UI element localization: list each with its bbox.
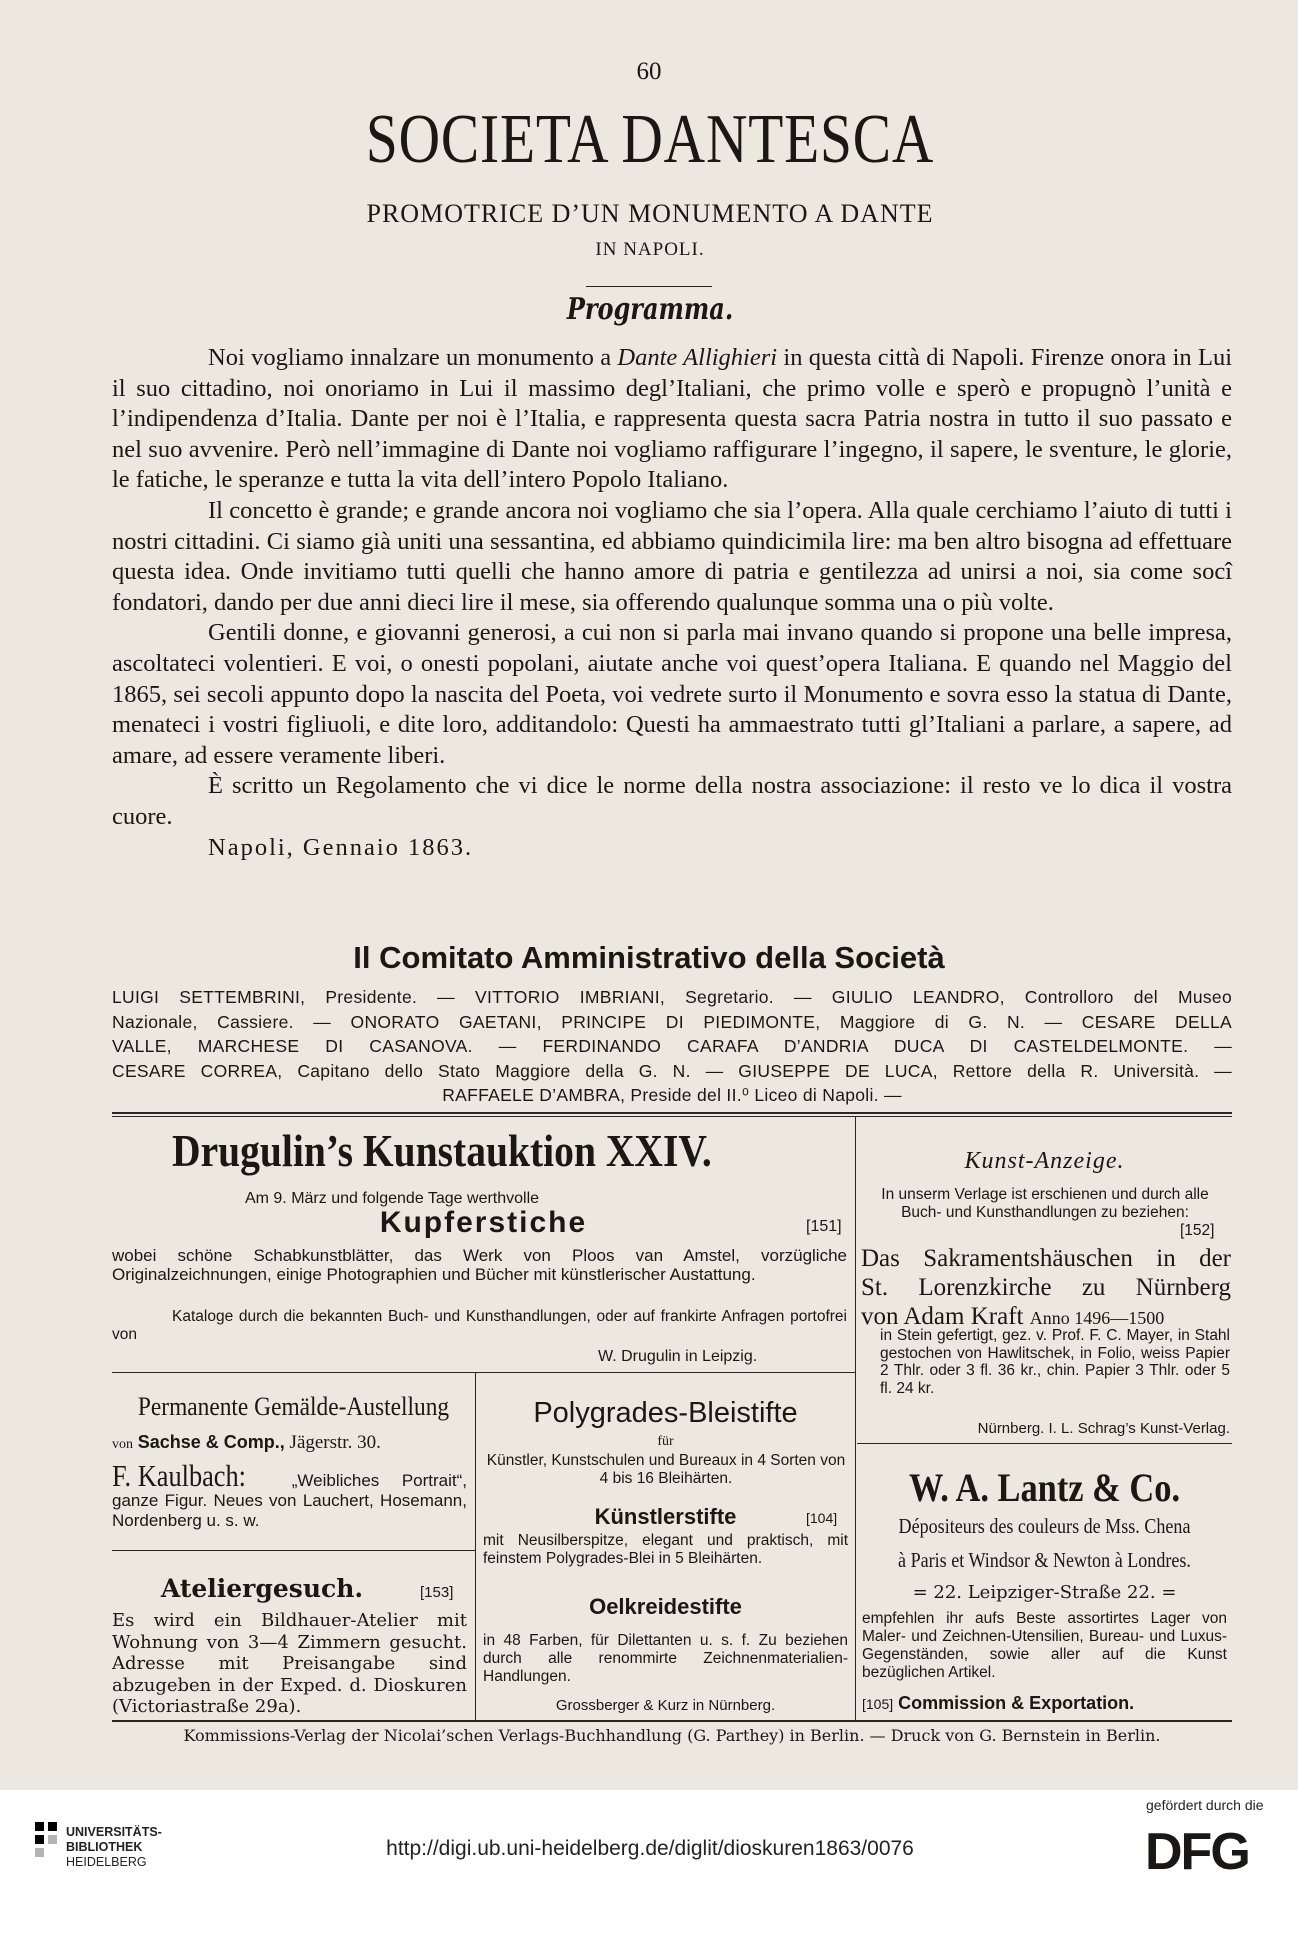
page-title: SOCIETA DANTESCA (365, 101, 935, 178)
atelier-body: Es wird ein Bildhauer-Atelier mit Wohnung von 3—4 Zimmern gesucht. Adresse mit Preisangabe sind abzugeben in der Exped. d. Dioskuren (Victoriastraße 29a). (112, 1610, 467, 1717)
committee-heading: Il Comitato Amministrativo della Società (353, 940, 945, 975)
subtitle: PROMOTRICE D’UN MONUMENTO A DANTE (366, 199, 934, 228)
library-logo (35, 1822, 59, 1865)
kunst-ref: [152] (1180, 1222, 1215, 1239)
drugulin-body: wobei schöne Schabkunstblätter, das Werk von Ploos van Amstel, vorzügliche Originalzeichnungen, einige Photographien und Bücher mit künstlerischer Austattung. (112, 1246, 847, 1284)
bleistifte-sign: Grossberger & Kurz in Nürnberg. (555, 1697, 776, 1714)
kunst-heading: Kunst-Anzeige. (964, 1148, 1125, 1174)
paragraph-3: Gentili donne, e giovanni generosi, a cui non si parla mai invano quando si propone una belle impresa, ascoltateci volentieri. E voi, o onesti popolani, aiutate anche voi quest’opera Italiana. E quando nel Maggio del 1865, sei secoli appunto dopo la nascita del Poeta, voi vedrete surto il Monumento e sovra esso la statua di Dante, menateci i vostri figliuoli, e dite loro, additandolo: Questi ha ammaestrato tutti gl’Italiani a parlare, a sapere, ad amare, ad essere veramente liberi. (112, 619, 1232, 769)
drugulin-heading: Kupferstiche (379, 1206, 588, 1239)
kunst-body: in Stein gefertigt, gez. v. Prof. F. C. Mayer, in Stahl gestochen von Hawlitschek, in Folio, weiss Papier 2 Thlr. oder 3 fl. 36 kr., chin. Papier 3 Thlr. oder 5 fl. 24 kr. (880, 1327, 1230, 1397)
bleistifte-heading: Polygrades-Bleistifte (533, 1397, 798, 1429)
lantz-address: = 22. Leipziger-Straße 22. = (912, 1582, 1177, 1603)
drugulin-divider (112, 1372, 855, 1373)
dfg-logo: DFG (1145, 1823, 1249, 1881)
lantz-line1: Dépositeurs des couleurs de Mss. Chena (898, 1514, 1191, 1538)
paragraph-2: Il concetto è grande; e grande ancora noi vogliamo che sia l’opera. Alla quale cerchiamo l’aiuto di tutti i nostri cittadini. Ci siamo già uniti una sessantina, ed abbiamo quindicimila lire: ma ben altro bisogna ad effettuare questa idea. Onde invitiamo tutti quelli che hanno amore di patria e gentilezza ad unirsi a noi, sia come socî fondatori, dando per due anni dieci lire il mese, sia offerendo qualunque somma una o più volte. (112, 496, 1232, 616)
imprint-divider (112, 1720, 1232, 1722)
source-url[interactable]: http://digi.ub.uni-heidelberg.de/diglit/dioskuren1863/0076 (386, 1837, 914, 1860)
kunst-divider (857, 1443, 1232, 1444)
lantz-body: empfehlen ihr aufs Beste assortirtes Lager von Maler- und Zeichnen-Utensilien, Bureau- und Luxus-Gegenständen, sowie aller auf die Kunst bezüglichen Artikel. (862, 1610, 1227, 1681)
drugulin-title: Drugulin’s Kunstauktion XXIV. (172, 1125, 712, 1176)
committee-members: LUIGI SETTEMBRINI, Presidente. — VITTORIO IMBRIANI, Segretario. — GIULIO LEANDRO, Controlloro del Museo Nazionale, Cassiere. — ONORATO GAETANI, PRINCIPE DI PIEDIMONTE, Maggiore di G. N. — CESARE DELLA VALLE, MARCHESE DI CASANOVA. — FERDINANDO CARAFA D’ANDRIA DUCA DI CASTELDELMONTE. — CESARE CORREA, Capitano dello Stato Maggiore della G. N. — GIUSEPPE DE LUCA, Rettore della R. Università. — RAFFAELE D’AMBRA, Preside del II.⁰ Liceo di Napoli. — (112, 987, 1232, 1106)
lantz-line2: à Paris et Windsor & Newton à Londres. (898, 1548, 1191, 1572)
imprint: Kommissions-Verlag der Nicolai’schen Verlags-Buchhandlung (G. Parthey) in Berlin. — Druck von G. Bernstein in Berlin. (183, 1726, 1161, 1745)
sachse-kaulbach: F. Kaulbach: „Weibliches Portrait“, ganze Figur. Neues von Lauchert, Hosemann, Nordenberg u. s. w. (112, 1458, 468, 1530)
column-divider-right (855, 1117, 856, 1720)
sachse-divider (112, 1550, 475, 1551)
library-emblem-icon (35, 1822, 59, 1860)
bleistifte-sub2: Oelkreidestifte (589, 1594, 742, 1619)
drugulin-date: Am 9. März und folgende Tage werthvolle (244, 1190, 540, 1207)
atelier-heading: Ateliergesuch. (160, 1574, 364, 1603)
section-divider (112, 1112, 1232, 1114)
bleistifte-ref: [104] (806, 1510, 838, 1526)
sachse-heading: Permanente Gemälde-Austellung (137, 1392, 450, 1421)
bleistifte-fur: für (657, 1434, 674, 1449)
kunst-title: Das Sakramentshäuschen in der St. Lorenzkirche zu Nürnberg von Adam Kraft Anno 1496—1500 (861, 1245, 1231, 1330)
drugulin-ref: [151] (806, 1218, 842, 1235)
paragraph-4: È scritto un Regolamento che vi dice le norme della nostra associazione: il resto ve lo dica il vostra cuore. (112, 772, 1232, 830)
programma-heading: Programma. (566, 292, 734, 327)
lantz-heading: W. A. Lantz & Co. (908, 1465, 1181, 1510)
title-divider (586, 286, 712, 287)
lantz-sign-line: [105] Commission & Exportation. (862, 1693, 1135, 1713)
signoff: Napoli, Gennaio 1863. (208, 833, 474, 861)
bleistifte-body2: in 48 Farben, für Dilettanten u. s. f. Zu beziehen durch alle renommirte Zeichnenmaterialien-Handlungen. (483, 1632, 848, 1685)
sponsor-text: gefördert durch die (1146, 1797, 1264, 1813)
drugulin-body2: Kataloge durch die bekannten Buch- und Kunsthandlungen, oder auf frankirte Anfragen portofrei von (112, 1308, 847, 1343)
kunst-sign: Nürnberg. I. L. Schrag’s Kunst-Verlag. (977, 1420, 1230, 1437)
section-divider-thin (112, 1116, 1232, 1117)
bleistifte-target: Künstler, Kunstschulen und Bureaux in 4 Sorten von 4 bis 16 Bleihärten. (486, 1452, 846, 1487)
atelier-ref: [153] (420, 1584, 454, 1601)
main-text (112, 343, 1232, 863)
paragraph-1: Noi vogliamo innalzare un monumento a Dante Allighieri in questa città di Napoli. Firenze onora in Lui il suo cittadino, noi onoriamo in Lui il massimo degl’Italiani, che primo volle e sperò e propugnò l’unità e l’indipendenza d’Italia. Dante per noi è l’Italia, e rappresenta questa sacra Patria nostra in tutto il suo passato e nel suo avvenire. Però nell’immagine di Dante noi vogliamo raffigurare l’ingegno, il sapere, le sventure, le glorie, le fatiche, le speranze e tutta la vita dell’intero Popolo Italiano. (112, 344, 1232, 494)
drugulin-sign: W. Drugulin in Leipzig. (598, 1348, 758, 1365)
subtitle-city: IN NAPOLI. (595, 239, 705, 260)
page-number: 60 (636, 58, 662, 85)
bleistifte-sub1: Künstlerstifte (594, 1504, 737, 1529)
bleistifte-body1: mit Neusilberspitze, elegant und praktisch, mit feinstem Polygrades-Blei in 5 Bleihärten. (483, 1532, 848, 1567)
sachse-firm: von Sachse & Comp., Jägerstr. 30. (112, 1432, 381, 1453)
kunst-intro: In unserm Verlage ist erschienen und durch alle Buch- und Kunsthandlungen zu beziehen: (881, 1186, 1209, 1221)
library-name: UNIVERSITÄTS- BIBLIOTHEK HEIDELBERG (66, 1825, 162, 1869)
